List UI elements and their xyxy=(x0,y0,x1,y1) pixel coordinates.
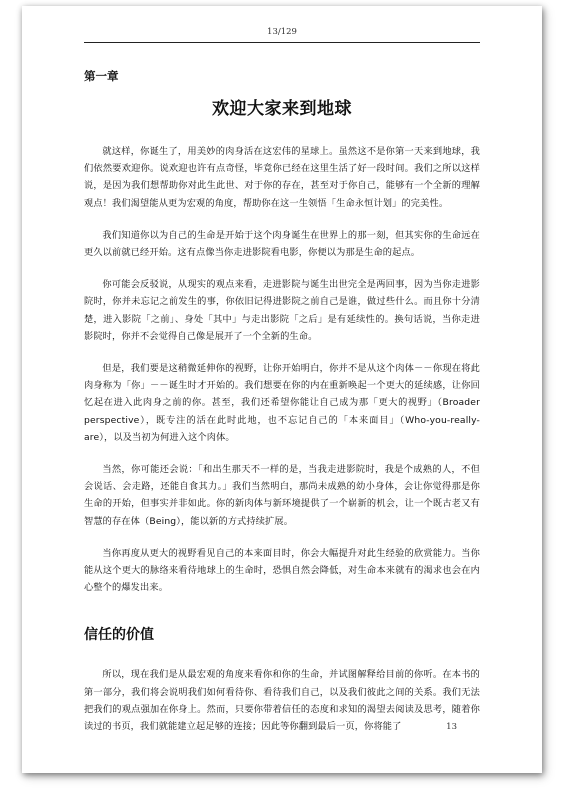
paragraph: 当然，你可能还会说：「和出生那天不一样的是，当我走进影院时，我是个成熟的人，不但会说话、会走路，还能自食其力。」我们当然明白，那尚未成熟的幼小身体，会让你觉得那是你生命的开始，但事实并非如此。你的新肉体与新环境提供了一个崭新的机会，让一个既古老又有智慧的存在体（Being），能以新的方式持续扩展。 xyxy=(84,464,480,527)
chapter-label: 第一章 xyxy=(84,69,119,83)
page-number: 13 xyxy=(446,722,457,732)
paragraph: 但是，我们要是这稍微延伸你的视野，让你开始明白，你并不是从这个肉体－－你现在将此肉身称为「你」－－诞生时才开始的。我们想要在你的内在重新唤起一个更大的延续感，让你回忆起在进入此肉身之前的你。甚至，我们还希望你能让自己成为那「更大的视野」（Broader perspective），既专注的活在此时此地，也不忘记自己的「本来面目」（Who-you-really-are），以及当初为何进入这个肉体。 xyxy=(84,363,480,443)
page-header xyxy=(84,19,480,43)
page-counter: 13/129 xyxy=(267,27,297,37)
chapter-title: 欢迎大家来到地球 xyxy=(212,99,352,119)
paragraph: 当你再度从更大的视野看见自己的本来面目时，你会大幅提升对此生经验的欣赏能力。当你能从这个更大的脉络来看待地球上的生命时，恐惧自然会降低，对生命本来就有的渴求也会在内心整个的爆发出来。 xyxy=(84,547,480,594)
section-title: 信任的价值 xyxy=(84,627,154,644)
page-content xyxy=(84,68,480,750)
paragraph: 你可能会反驳说，从现实的观点来看，走进影院与诞生出世完全是两回事，因为当你走进影院时，你并未忘记之前发生的事，你依旧记得进影院之前自己是谁，做过些什么。而且你十分清楚，进入影院「之前」、身处「其中」与走出影院「之后」是有延续性的。换句话说，当你走进影院时，你并不会觉得自己像是展开了一个全新的生命。 xyxy=(84,279,480,342)
paragraph: 我们知道你以为自己的生命是开始于这个肉身诞生在世界上的那一刻，但其实你的生命远在更久以前就已经开始。这有点像当你走进影院看电影，你便以为那是生命的起点。 xyxy=(84,229,480,259)
document-page xyxy=(22,6,542,773)
paragraph: 所以，现在我们是从最宏观的角度来看你和你的生命，并试图解释给目前的你听。在本书的第一部分，我们将会说明我们如何看待你、看待我们自己，以及我们彼此之间的关系。我们无法把我们的观点强加在你身上。然而，只要你带着信任的态度和求知的渴望去阅读及思考，随着你读过的书页，我们就能建立起足够的连接；因此等你翻到最后一页，你将能了 xyxy=(84,669,480,733)
paragraph: 就这样，你诞生了，用美妙的肉身活在这宏伟的星球上。虽然这不是你第一天来到地球，我们依然要欢迎你。说欢迎也许有点奇怪，毕竟你已经在这里生活了好一段时间。我们之所以这样说，是因为我们想帮助你对此生此世、对于你的存在，甚至对于你自己，能够有一个全新的理解观点！我们渴望能从更为宏观的角度，帮助你在这一生领悟「生命永恒计划」的完美性。 xyxy=(84,146,480,209)
